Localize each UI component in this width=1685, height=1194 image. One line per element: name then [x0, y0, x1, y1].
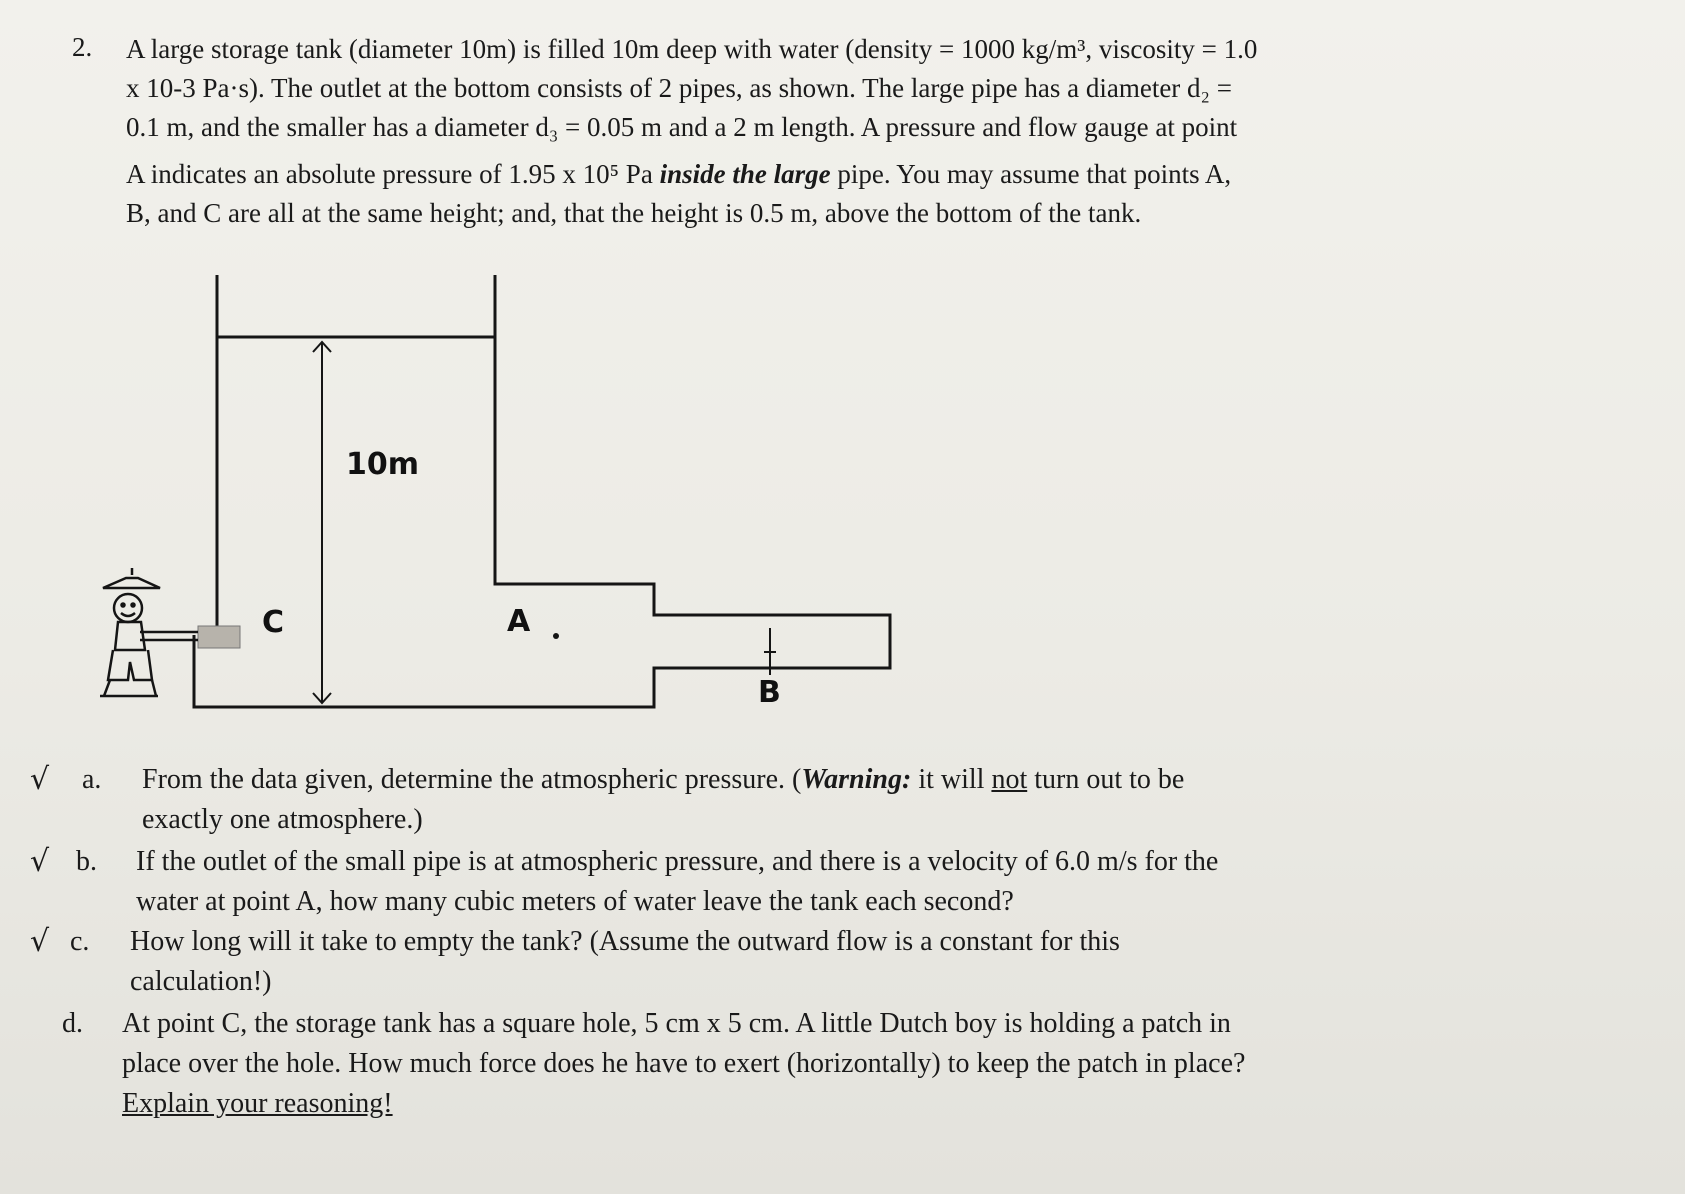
problem-line-4-end: pipe. You may assume that points A,	[830, 159, 1232, 189]
question-text: From the data given, determine the atmospheric pressure. (Warning: it will not turn out to be exactly one atmosphere.)	[142, 764, 1185, 835]
question-text: If the outlet of the small pipe is at atmospheric pressure, and there is a velocity of 6.0 m/s for the water at point A, how many cubic meters of water leave the tank each second?	[136, 846, 1219, 917]
problem-line-1: A large storage tank (diameter 10m) is filled 10m deep with water (density = 1000 kg/m³, viscosity = 1.0	[126, 34, 1258, 64]
question-letter: c.	[70, 926, 90, 957]
checkmark-icon: √	[30, 844, 50, 879]
tank-outline	[194, 275, 890, 707]
problem-line-4-start: A indicates an absolute pressure of 1.95 x 10⁵ Pa	[126, 159, 660, 189]
checkmark-icon: √	[30, 924, 50, 959]
problem-line-2: x 10-3 Pa·s). The outlet at the bottom consists of 2 pipes, as shown. The large pipe has a diameter d₂ =	[126, 73, 1232, 103]
dutch-boy-icon	[100, 568, 198, 696]
question-letter: a.	[82, 764, 102, 795]
question-text: At point C, the storage tank has a square hole, 5 cm x 5 cm. A little Dutch boy is holding a patch in place over the hole. How much force does he have to exert (horizontally) to keep the patch in place? Explain your reasoning!	[122, 1008, 1246, 1119]
question-text: How long will it take to empty the tank? (Assume the outward flow is a constant for this calculation!)	[130, 926, 1120, 997]
problem-line-3: 0.1 m, and the smaller has a diameter d₃ = 0.05 m and a 2 m length. A pressure and flow gauge at point	[126, 112, 1238, 142]
checkmark-icon: √	[30, 762, 50, 797]
point-b-label: B	[758, 675, 781, 710]
problem-line-4-emphasis: inside the large	[659, 159, 831, 189]
problem-number: 2.	[72, 32, 93, 62]
point-c-label: C	[262, 605, 285, 640]
question-letter: d.	[62, 1008, 83, 1039]
problem-line-5: B, and C are all at the same height; and, that the height is 0.5 m, above the bottom of the tank.	[126, 198, 1142, 228]
point-a-dot	[553, 633, 559, 639]
hole-patch	[198, 626, 240, 648]
depth-label: 10m	[346, 447, 420, 482]
question-letter: b.	[76, 846, 97, 877]
point-a-label: A	[507, 604, 531, 639]
